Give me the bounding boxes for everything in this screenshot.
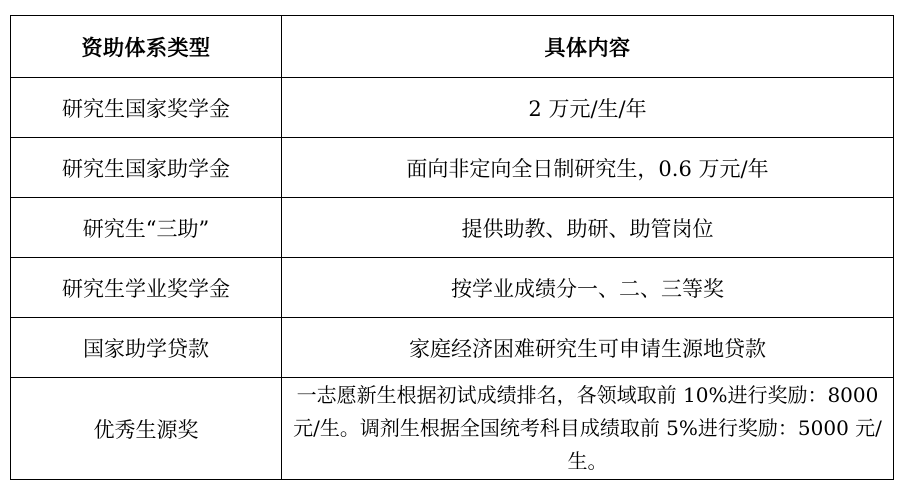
funding-table <box>10 15 894 480</box>
cell-content: 家庭经济困难研究生可申请生源地贷款 <box>282 318 894 378</box>
table-row <box>11 198 894 258</box>
cell-type: 研究生国家助学金 <box>11 138 282 198</box>
table-row <box>11 258 894 318</box>
cell-content: 按学业成绩分一、二、三等奖 <box>282 258 894 318</box>
header-content: 具体内容 <box>282 16 894 78</box>
cell-content: 面向非定向全日制研究生，0.6 万元/年 <box>282 138 894 198</box>
cell-content: 一志愿新生根据初试成绩排名，各领域取前 10%进行奖励：8000 元/生。调剂生根据全国统考科目成绩取前 5%进行奖励：5000 元/生。 <box>282 378 894 480</box>
table-row <box>11 138 894 198</box>
cell-content: 提供助教、助研、助管岗位 <box>282 198 894 258</box>
table-header-row <box>11 16 894 78</box>
table-row <box>11 78 894 138</box>
cell-type: 国家助学贷款 <box>11 318 282 378</box>
table-row <box>11 378 894 480</box>
cell-type: 优秀生源奖 <box>11 378 282 480</box>
table-row <box>11 318 894 378</box>
cell-content: 2 万元/生/年 <box>282 78 894 138</box>
header-type: 资助体系类型 <box>11 16 282 78</box>
cell-type: 研究生“三助” <box>11 198 282 258</box>
cell-type: 研究生国家奖学金 <box>11 78 282 138</box>
cell-type: 研究生学业奖学金 <box>11 258 282 318</box>
